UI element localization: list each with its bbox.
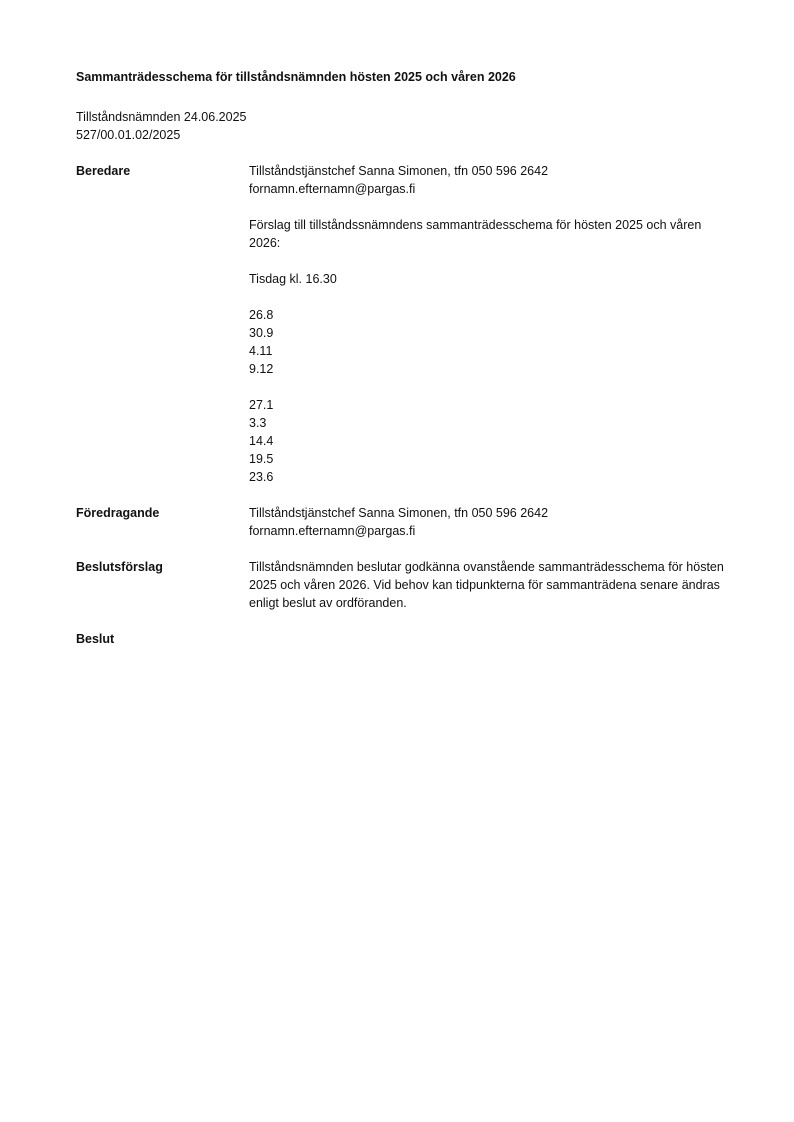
list-item: 3.3 <box>249 416 267 430</box>
foredragande-person: Tillståndstjänstchef Sanna Simonen, tfn 050 596 2642 <box>249 506 549 520</box>
list-item: 19.5 <box>249 452 274 466</box>
section-content-beslut <box>249 630 736 648</box>
list-item: 14.4 <box>249 434 274 448</box>
section-content-foredragande <box>249 504 736 540</box>
section-label-beredare: Beredare <box>76 164 131 178</box>
spring-dates-list <box>249 396 736 486</box>
list-item: 9.12 <box>249 362 274 376</box>
section-content-beredare <box>249 162 736 486</box>
proposal-text: Förslag till tillståndssnämndens sammanträdesschema för hösten 2025 och våren 2026: <box>249 218 702 250</box>
list-item: 30.9 <box>249 326 274 340</box>
section-foredragande <box>76 504 736 540</box>
foredragande-email: fornamn.efternamn@pargas.fi <box>249 524 416 538</box>
beredare-email: fornamn.efternamn@pargas.fi <box>249 182 416 196</box>
section-label-beslut: Beslut <box>76 632 115 646</box>
reference-number: 527/00.01.02/2025 <box>76 128 181 142</box>
section-beredare <box>76 162 736 486</box>
list-item: 23.6 <box>249 470 274 484</box>
list-item: 4.11 <box>249 344 273 358</box>
section-beslutsforslag <box>76 558 736 612</box>
section-label-foredragande: Föredragande <box>76 506 160 520</box>
section-beslut <box>76 630 736 648</box>
list-item: 26.8 <box>249 308 274 322</box>
section-label-beslutsforslag: Beslutsförslag <box>76 560 163 574</box>
decision-proposal-text: Tillståndsnämnden beslutar godkänna ovanstående sammanträdesschema för hösten 2025 och våren 2026. Vid behov kan tidpunkterna för sammanträdena senare ändras enligt beslut av ordföranden. <box>249 560 724 610</box>
meeting-time: Tisdag kl. 16.30 <box>249 272 337 286</box>
document-meta <box>76 108 736 144</box>
document-page <box>76 68 736 648</box>
beredare-person: Tillståndstjänstchef Sanna Simonen, tfn 050 596 2642 <box>249 164 549 178</box>
autumn-dates-list <box>249 306 736 378</box>
document-title: Sammanträdesschema för tillståndsnämnden hösten 2025 och våren 2026 <box>76 70 516 84</box>
meeting-date: Tillståndsnämnden 24.06.2025 <box>76 110 247 124</box>
list-item: 27.1 <box>249 398 274 412</box>
section-content-beslutsforslag <box>249 558 736 612</box>
